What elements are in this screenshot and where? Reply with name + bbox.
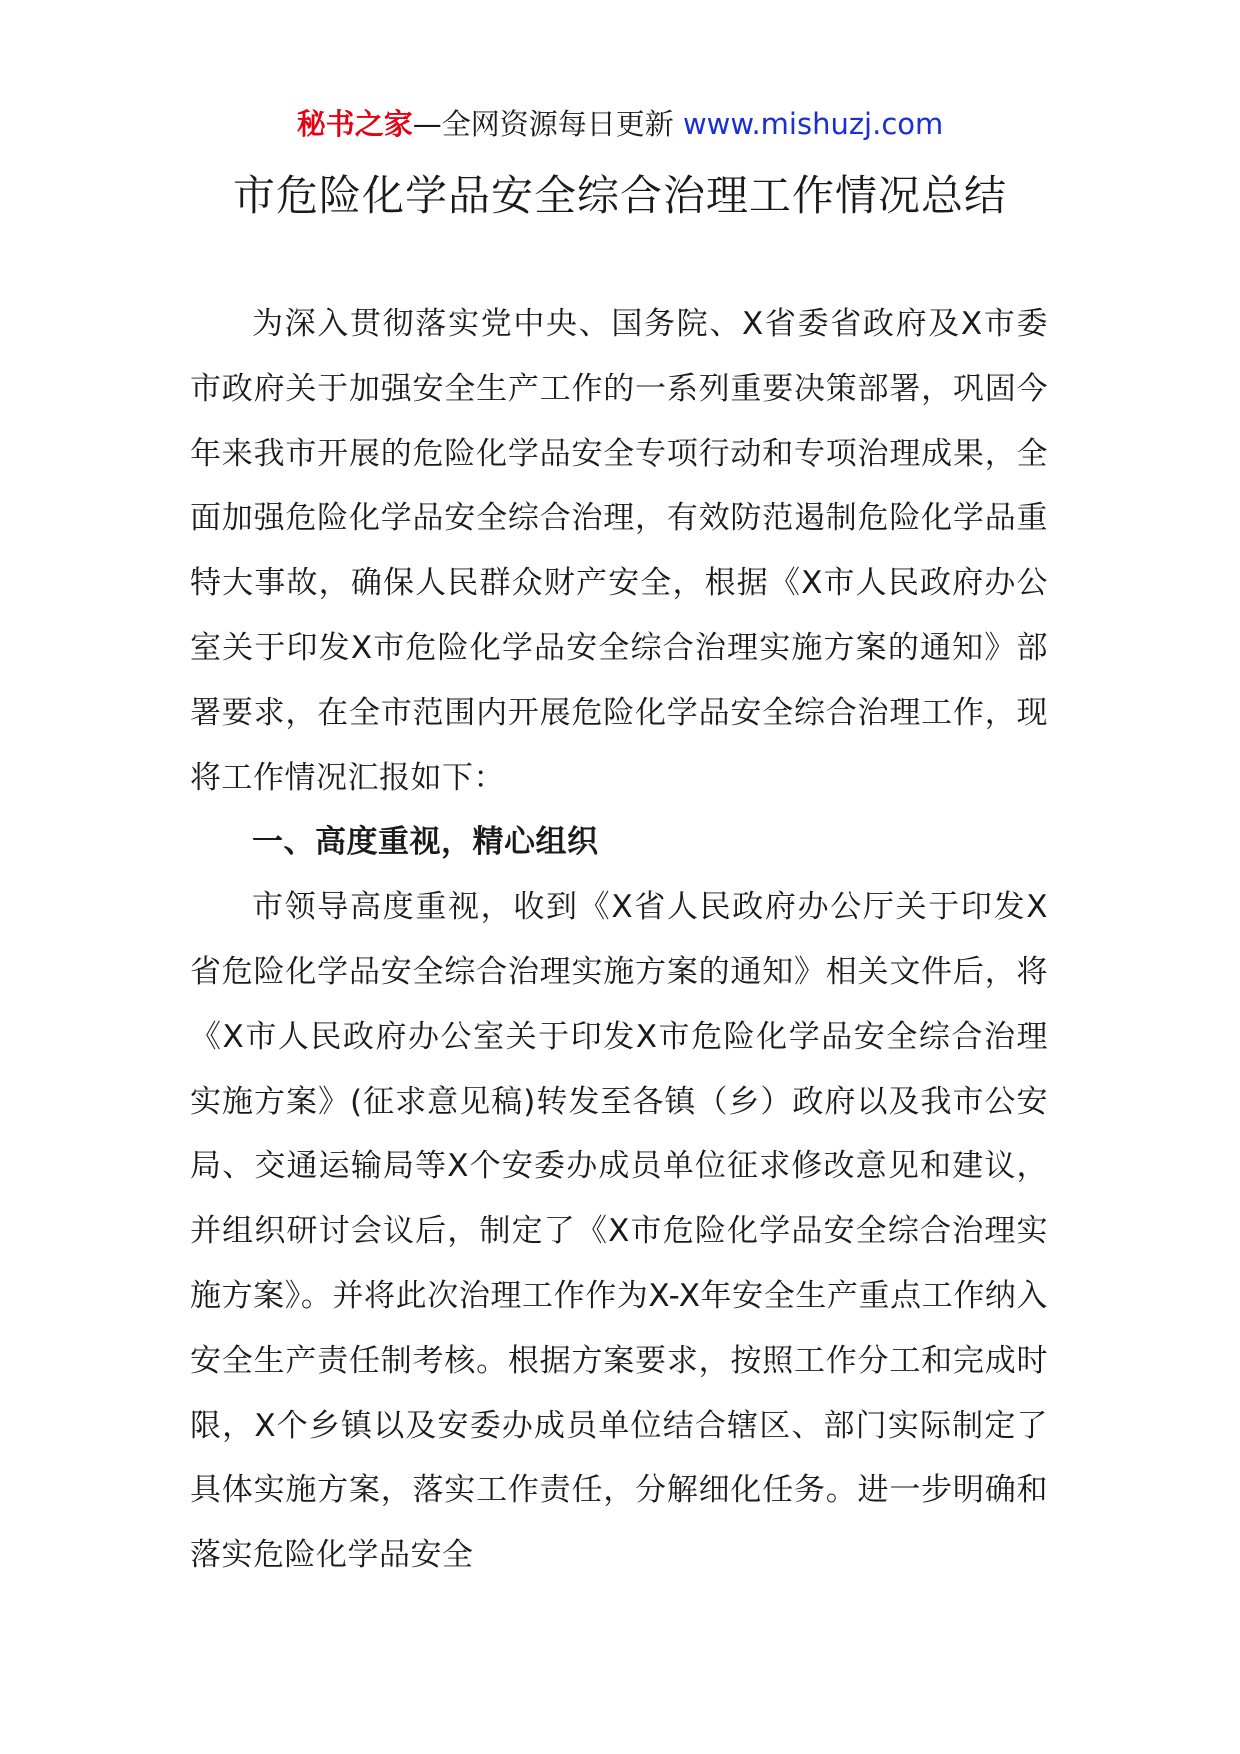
section-heading-1: 一、高度重视，精心组织 xyxy=(252,824,599,861)
intro-paragraph: 为深入贯彻落实党中央、国务院、X省委省政府及X市委市政府关于加强安全生产工作的一系列重要决策部署，巩固今年来我市开展的危险化学品安全专项行动和专项治理成果，全面加强危险化学品安全综合治理，有效防范遏制危险化学品重特大事故，确保人民群众财产安全，根据《X市人民政府办公室关于印发X市危险化学品安全综合治理实施方案的通知》部署要求，在全市范围内开展危险化学品安全综合治理工作，现将工作情况汇报如下： xyxy=(190,306,1048,796)
site-tagline: —全网资源每日更新 xyxy=(412,107,674,141)
site-url-link[interactable]: www.mishuzj.com xyxy=(682,107,944,141)
site-brand: 秘书之家 xyxy=(296,107,413,141)
section-1-paragraph: 市领导高度重视，收到《X省人民政府办公厅关于印发X省危险化学品安全综合治理实施方案的通知》相关文件后，将《X市人民政府办公室关于印发X市危险化学品安全综合治理实施方案》(征求意见稿)转发至各镇（乡）政府以及我市公安局、交通运输局等X个安委办成员单位征求修改意见和建议，并组织研讨会议后，制定了《X市危险化学品安全综合治理实施方案》。并将此次治理工作作为X-X年安全生产重点工作纳入安全生产责任制考核。根据方案要求，按照工作分工和完成时限，X个乡镇以及安委办成员单位结合辖区、部门实际制定了具体实施方案，落实工作责任，分解细化任务。进一步明确和落实危险化学品安全 xyxy=(190,889,1048,1574)
site-header xyxy=(0,104,1240,144)
document-body xyxy=(190,292,1048,1588)
document-title: 市危险化学品安全综合治理工作情况总结 xyxy=(232,171,1007,220)
